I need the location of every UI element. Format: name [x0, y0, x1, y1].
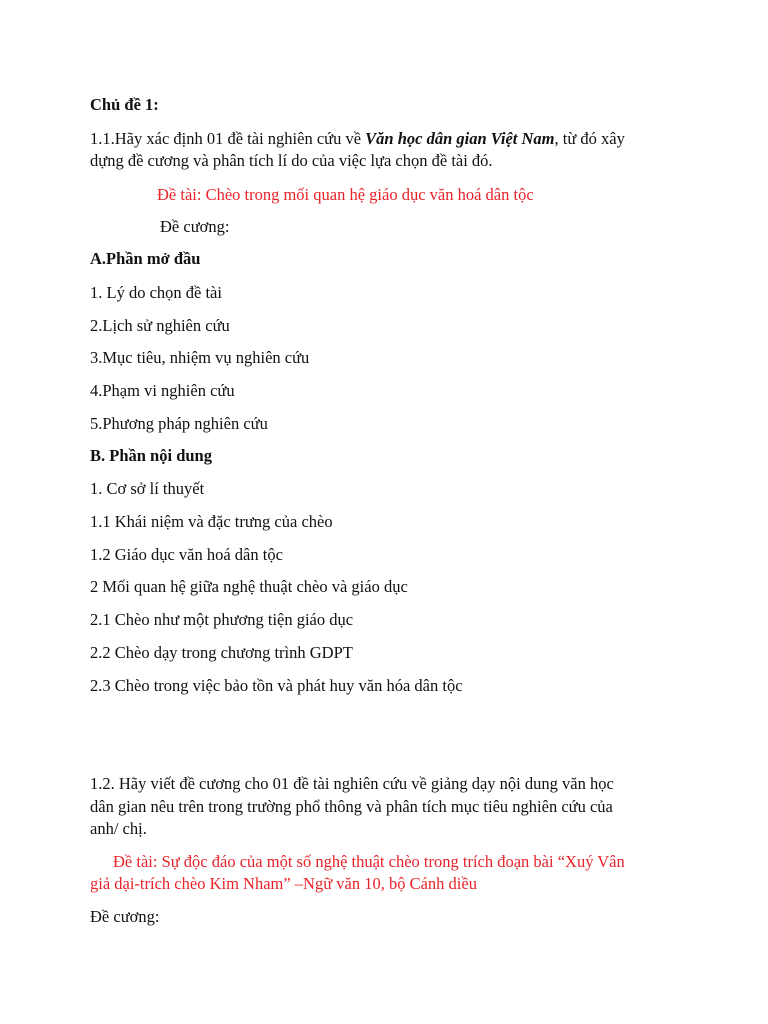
topic-title-2-line-2: giả dại-trích chèo Kim Nham” –Ngữ văn 10, bộ Cánh diều	[90, 874, 477, 893]
question-1-1-line-1	[90, 128, 690, 150]
outline-item: 2.2 Chèo dạy trong chương trình GDPT	[90, 643, 353, 662]
question-1-2-line-3: anh/ chị.	[90, 819, 147, 838]
part-b-heading: B. Phần nội dung	[90, 446, 212, 465]
question-text: 1.1.Hãy xác định 01 đề tài nghiên cứu về	[90, 129, 366, 148]
outline-label-1: Đề cương:	[160, 217, 230, 236]
outline-item: 4.Phạm vi nghiên cứu	[90, 381, 235, 400]
outline-item: 3.Mục tiêu, nhiệm vụ nghiên cứu	[90, 348, 310, 367]
outline-item: 1. Cơ sở lí thuyết	[90, 479, 205, 498]
outline-label-2: Đề cương:	[90, 907, 160, 926]
question-text-tail: , từ đó xây	[554, 129, 625, 148]
question-1-2-line-1: 1.2. Hãy viết đề cương cho 01 đề tài nghiên cứu về giảng dạy nội dung văn học	[90, 774, 614, 793]
outline-item: 5.Phương pháp nghiên cứu	[90, 414, 268, 433]
outline-item: 1.2 Giáo dục văn hoá dân tộc	[90, 545, 283, 564]
outline-item: 2.3 Chèo trong việc bảo tồn và phát huy văn hóa dân tộc	[90, 676, 463, 695]
question-1-1-line-2: dựng đề cương và phân tích lí do của việc lựa chọn đề tài đó.	[90, 151, 493, 170]
topic-heading: Chủ đề 1:	[90, 95, 159, 114]
outline-item: 2.Lịch sử nghiên cứu	[90, 316, 230, 335]
question-emphasis: Văn học dân gian Việt Nam	[365, 129, 555, 148]
outline-item: 1.1 Khái niệm và đặc trưng của chèo	[90, 512, 333, 531]
topic-title-2-line-1: Đề tài: Sự độc đáo của một số nghệ thuật chèo trong trích đoạn bài “Xuý Vân	[113, 852, 625, 871]
outline-item: 1. Lý do chọn đề tài	[90, 283, 222, 302]
outline-item: 2 Mối quan hệ giữa nghệ thuật chèo và giáo dục	[90, 577, 408, 596]
part-a-heading: A.Phần mở đầu	[90, 249, 201, 268]
question-1-2-line-2: dân gian nêu trên trong trường phổ thông và phân tích mục tiêu nghiên cứu của	[90, 797, 613, 816]
topic-title-1: Đề tài: Chèo trong mối quan hệ giáo dục văn hoá dân tộc	[157, 185, 534, 204]
outline-item: 2.1 Chèo như một phương tiện giáo dục	[90, 610, 354, 629]
